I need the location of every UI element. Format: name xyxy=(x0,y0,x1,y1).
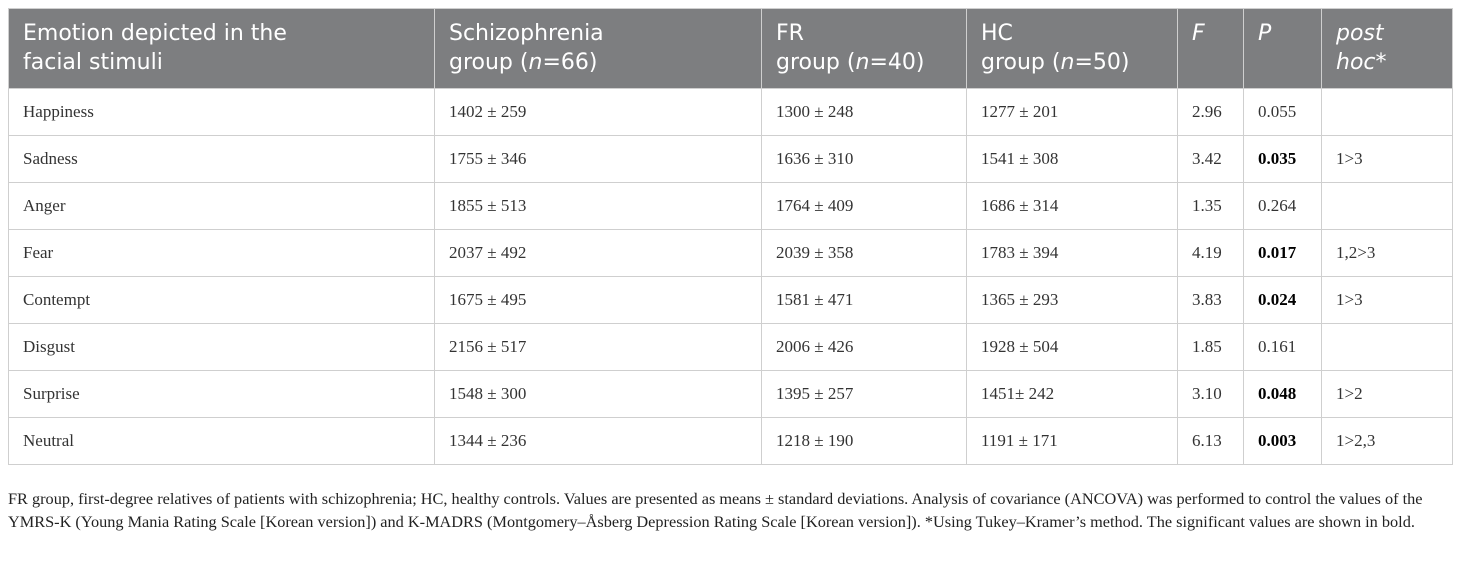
header-posthoc: post hoc* xyxy=(1322,9,1453,89)
header-f: F xyxy=(1178,9,1244,89)
posthoc-cell: 1>2 xyxy=(1322,371,1453,418)
schizophrenia-cell: 1402 ± 259 xyxy=(435,89,762,136)
fr-cell: 2006 ± 426 xyxy=(762,324,967,371)
header-emotion: Emotion depicted in the facial stimuli xyxy=(9,9,435,89)
posthoc-cell: 1>3 xyxy=(1322,277,1453,324)
table-row xyxy=(9,230,1453,277)
schizophrenia-cell: 1548 ± 300 xyxy=(435,371,762,418)
posthoc-cell: 1>2,3 xyxy=(1322,418,1453,465)
posthoc-cell: 1,2>3 xyxy=(1322,230,1453,277)
table-row xyxy=(9,89,1453,136)
hc-cell: 1451± 242 xyxy=(967,371,1178,418)
emotion-cell: Contempt xyxy=(9,277,435,324)
header-hc: HC group (n=50) xyxy=(967,9,1178,89)
p-cell: 0.161 xyxy=(1244,324,1322,371)
fr-cell: 1581 ± 471 xyxy=(762,277,967,324)
table-row xyxy=(9,371,1453,418)
posthoc-cell xyxy=(1322,89,1453,136)
p-cell: 0.003 xyxy=(1244,418,1322,465)
table-row xyxy=(9,277,1453,324)
schizophrenia-cell: 1755 ± 346 xyxy=(435,136,762,183)
header-schizophrenia: Schizophrenia group (n=66) xyxy=(435,9,762,89)
f-cell: 3.83 xyxy=(1178,277,1244,324)
p-cell: 0.055 xyxy=(1244,89,1322,136)
schizophrenia-cell: 1855 ± 513 xyxy=(435,183,762,230)
header-row xyxy=(9,9,1453,89)
f-cell: 3.10 xyxy=(1178,371,1244,418)
hc-cell: 1928 ± 504 xyxy=(967,324,1178,371)
table-body xyxy=(9,89,1453,465)
p-cell: 0.017 xyxy=(1244,230,1322,277)
p-cell: 0.264 xyxy=(1244,183,1322,230)
emotion-cell: Sadness xyxy=(9,136,435,183)
hc-cell: 1541 ± 308 xyxy=(967,136,1178,183)
fr-cell: 1764 ± 409 xyxy=(762,183,967,230)
f-cell: 3.42 xyxy=(1178,136,1244,183)
posthoc-cell xyxy=(1322,183,1453,230)
hc-cell: 1686 ± 314 xyxy=(967,183,1178,230)
hc-cell: 1783 ± 394 xyxy=(967,230,1178,277)
emotion-cell: Surprise xyxy=(9,371,435,418)
emotion-cell: Anger xyxy=(9,183,435,230)
f-cell: 2.96 xyxy=(1178,89,1244,136)
posthoc-cell xyxy=(1322,324,1453,371)
hc-cell: 1365 ± 293 xyxy=(967,277,1178,324)
schizophrenia-cell: 2156 ± 517 xyxy=(435,324,762,371)
p-cell: 0.024 xyxy=(1244,277,1322,324)
results-table-container xyxy=(8,8,1452,465)
table-row xyxy=(9,183,1453,230)
header-p: P xyxy=(1244,9,1322,89)
header-fr: FR group (n=40) xyxy=(762,9,967,89)
schizophrenia-cell: 2037 ± 492 xyxy=(435,230,762,277)
emotion-cell: Disgust xyxy=(9,324,435,371)
fr-cell: 1300 ± 248 xyxy=(762,89,967,136)
table-row xyxy=(9,136,1453,183)
f-cell: 4.19 xyxy=(1178,230,1244,277)
emotion-cell: Happiness xyxy=(9,89,435,136)
results-table xyxy=(8,8,1453,465)
f-cell: 1.85 xyxy=(1178,324,1244,371)
fr-cell: 1636 ± 310 xyxy=(762,136,967,183)
p-cell: 0.035 xyxy=(1244,136,1322,183)
fr-cell: 1218 ± 190 xyxy=(762,418,967,465)
table-row xyxy=(9,324,1453,371)
hc-cell: 1191 ± 171 xyxy=(967,418,1178,465)
table-row xyxy=(9,418,1453,465)
emotion-cell: Neutral xyxy=(9,418,435,465)
hc-cell: 1277 ± 201 xyxy=(967,89,1178,136)
f-cell: 1.35 xyxy=(1178,183,1244,230)
emotion-cell: Fear xyxy=(9,230,435,277)
schizophrenia-cell: 1344 ± 236 xyxy=(435,418,762,465)
fr-cell: 2039 ± 358 xyxy=(762,230,967,277)
posthoc-cell: 1>3 xyxy=(1322,136,1453,183)
fr-cell: 1395 ± 257 xyxy=(762,371,967,418)
p-cell: 0.048 xyxy=(1244,371,1322,418)
f-cell: 6.13 xyxy=(1178,418,1244,465)
schizophrenia-cell: 1675 ± 495 xyxy=(435,277,762,324)
table-footnote: FR group, first-degree relatives of patients with schizophrenia; HC, healthy controls. Values are presented as means ± standard deviations. Analysis of covariance (ANCOVA) was performed to control the values of the YMRS-K (Young Mania Rating Scale [Korean version]) and K-MADRS (Montgomery–Åsberg Depression Rating Scale [Korean version]). *Using Tukey–Kramer’s method. The significant values are shown in bold. xyxy=(8,489,1423,531)
